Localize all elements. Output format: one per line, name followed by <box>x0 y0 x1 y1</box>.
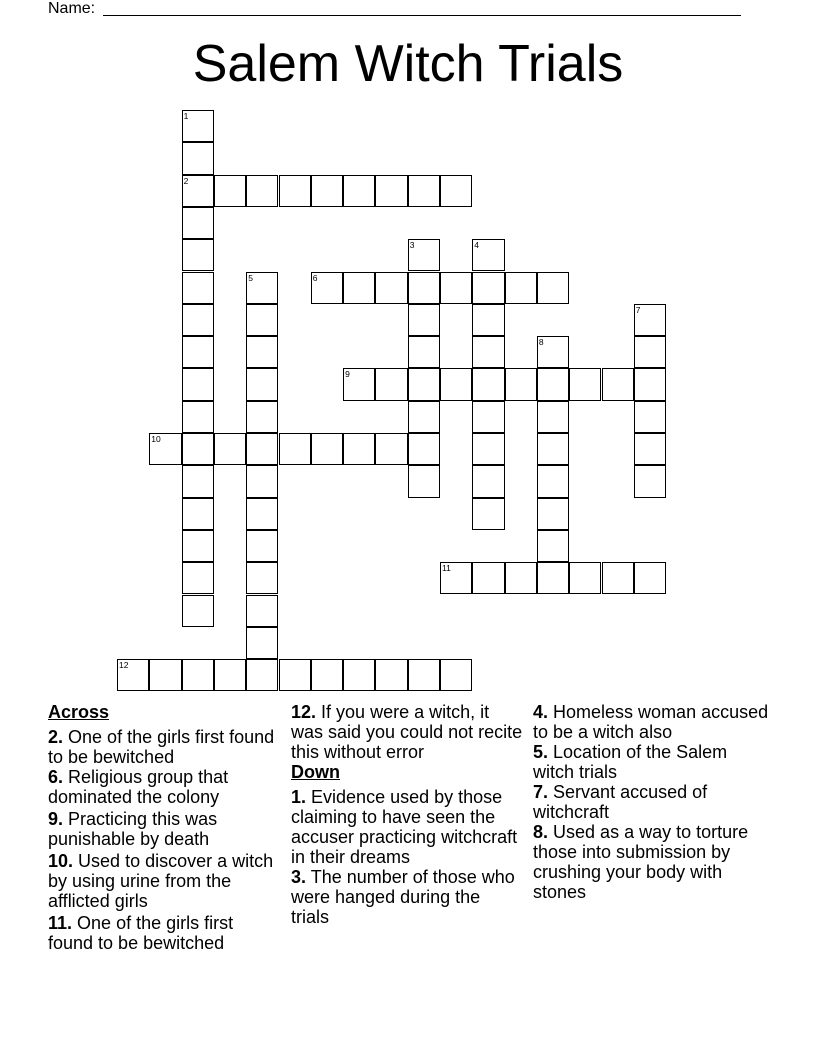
grid-cell[interactable] <box>246 595 278 627</box>
clue-number: 5 <box>248 272 253 283</box>
grid-cell[interactable] <box>472 498 504 530</box>
grid-cell[interactable] <box>602 562 634 594</box>
grid-cell[interactable] <box>505 562 537 594</box>
clue-number: 12 <box>119 660 129 671</box>
grid-cell[interactable] <box>440 175 472 207</box>
grid-cell[interactable] <box>505 368 537 400</box>
grid-cell[interactable] <box>537 272 569 304</box>
grid-cell[interactable] <box>246 336 278 368</box>
grid-cell[interactable] <box>408 659 440 691</box>
grid-cell[interactable] <box>602 368 634 400</box>
clue-down-5: 5. Location of the Salem witch trials <box>533 742 728 782</box>
grid-cell[interactable] <box>537 530 569 562</box>
grid-cell[interactable] <box>343 433 375 465</box>
grid-cell[interactable] <box>311 272 343 304</box>
grid-cell[interactable] <box>472 401 504 433</box>
grid-cell[interactable] <box>569 368 601 400</box>
clue-column-2 <box>291 702 523 927</box>
grid-cell[interactable] <box>343 368 375 400</box>
clue-number: 2 <box>183 175 189 186</box>
grid-cell[interactable] <box>408 304 440 336</box>
grid-cell[interactable] <box>182 142 214 174</box>
grid-cell[interactable] <box>246 272 278 304</box>
grid-cell[interactable] <box>343 175 375 207</box>
grid-cell[interactable] <box>440 659 472 691</box>
name-label: Name: <box>48 0 96 17</box>
grid-cell[interactable] <box>214 659 246 691</box>
clue-across-12: 12. If you were a witch, it was said you could not recite this without error <box>291 702 523 762</box>
grid-cell[interactable] <box>214 433 246 465</box>
clue-across-10: 10. Used to discover a witch by using urine from the afflicted girls <box>48 851 274 911</box>
grid-cell[interactable] <box>537 498 569 530</box>
grid-cell[interactable] <box>472 465 504 497</box>
clue-number: 8 <box>538 337 544 348</box>
clue-across-6: 6. Religious group that dominated the colony <box>48 767 229 807</box>
across-heading: Across <box>48 702 110 722</box>
grid-cell[interactable] <box>182 336 214 368</box>
grid-cell[interactable] <box>472 304 504 336</box>
grid-cell[interactable] <box>246 627 278 659</box>
grid-cell[interactable] <box>182 175 214 207</box>
grid-cell[interactable] <box>440 272 472 304</box>
grid-cell[interactable] <box>634 368 666 400</box>
grid-cell[interactable] <box>182 401 214 433</box>
grid-cell[interactable] <box>472 562 504 594</box>
grid-cell[interactable] <box>182 368 214 400</box>
grid-cell[interactable] <box>149 659 181 691</box>
clue-number: 7 <box>635 304 641 315</box>
grid-cell[interactable] <box>246 530 278 562</box>
grid-cell[interactable] <box>472 336 504 368</box>
clue-number: 3 <box>409 240 415 251</box>
grid-cell[interactable] <box>117 659 149 691</box>
grid-cell[interactable] <box>311 175 343 207</box>
grid-cell[interactable] <box>505 272 537 304</box>
clue-column-1 <box>48 702 283 953</box>
grid-cell[interactable] <box>182 595 214 627</box>
grid-cell[interactable] <box>375 272 407 304</box>
grid-cell[interactable] <box>408 433 440 465</box>
clue-down-7: 7. Servant accused of witchcraft <box>533 782 708 822</box>
grid-cell[interactable] <box>246 304 278 336</box>
clue-number: 10 <box>151 434 161 444</box>
grid-cell[interactable] <box>246 498 278 530</box>
grid-cell[interactable] <box>246 562 278 594</box>
grid-cell[interactable] <box>537 368 569 400</box>
grid-cell[interactable] <box>537 401 569 433</box>
clue-down-3: 3. The number of those who were hanged during the trials <box>291 867 515 927</box>
name-field[interactable] <box>48 0 95 18</box>
clue-across-2: 2. One of the girls first found to be bewitched <box>48 727 275 767</box>
grid-cell[interactable] <box>182 498 214 530</box>
grid-cell[interactable] <box>214 175 246 207</box>
name-underline <box>103 15 741 16</box>
grid-cell[interactable] <box>246 175 278 207</box>
grid-cell[interactable] <box>408 175 440 207</box>
down-heading: Down <box>291 762 340 782</box>
clue-number: 1 <box>183 111 189 121</box>
grid-cell[interactable] <box>634 465 666 497</box>
clue-down-4: 4. Homeless woman accused to be a witch also <box>533 702 769 742</box>
grid-cell[interactable] <box>246 465 278 497</box>
clue-number: 11 <box>442 563 451 574</box>
grid-cell[interactable] <box>408 465 440 497</box>
grid-cell[interactable] <box>182 465 214 497</box>
grid-cell[interactable] <box>246 368 278 400</box>
grid-cell[interactable] <box>149 433 181 465</box>
grid-cell[interactable] <box>472 368 504 400</box>
grid-cell[interactable] <box>408 272 440 304</box>
grid-cell[interactable] <box>375 175 407 207</box>
grid-cell[interactable] <box>311 433 343 465</box>
grid-cell[interactable] <box>634 304 666 336</box>
grid-cell[interactable] <box>182 239 214 271</box>
grid-cell[interactable] <box>408 401 440 433</box>
clue-column-3 <box>533 702 773 902</box>
clue-down-8: 8. Used as a way to torture those into submission by crushing your body with stones <box>533 822 749 902</box>
grid-cell[interactable] <box>246 433 278 465</box>
grid-cell[interactable] <box>634 401 666 433</box>
grid-cell[interactable] <box>408 336 440 368</box>
grid-cell[interactable] <box>408 239 440 271</box>
grid-cell[interactable] <box>537 562 569 594</box>
grid-cell[interactable] <box>182 433 214 465</box>
clue-down-1: 1. Evidence used by those claiming to have seen the accuser practicing witchcraft in their dreams <box>291 787 518 867</box>
grid-cell[interactable] <box>440 562 472 594</box>
grid-cell[interactable] <box>182 110 214 142</box>
page-title: Salem Witch Trials <box>192 35 624 93</box>
grid-cell[interactable] <box>343 272 375 304</box>
grid-cell[interactable] <box>375 433 407 465</box>
grid-cell[interactable] <box>634 336 666 368</box>
grid-cell[interactable] <box>634 562 666 594</box>
grid-cell[interactable] <box>472 433 504 465</box>
grid-cell[interactable] <box>537 433 569 465</box>
grid-cell[interactable] <box>537 465 569 497</box>
grid-cell[interactable] <box>182 659 214 691</box>
grid-cell[interactable] <box>182 207 214 239</box>
grid-cell[interactable] <box>182 272 214 304</box>
grid-cell[interactable] <box>246 659 278 691</box>
grid-cell[interactable] <box>440 368 472 400</box>
grid-cell[interactable] <box>408 368 440 400</box>
grid-cell[interactable] <box>182 562 214 594</box>
clue-across-9: 9. Practicing this was punishable by death <box>48 809 218 849</box>
grid-cell[interactable] <box>279 433 311 465</box>
clue-number: 4 <box>474 240 480 251</box>
grid-cell[interactable] <box>375 659 407 691</box>
grid-cell[interactable] <box>182 304 214 336</box>
clue-number: 9 <box>345 369 350 380</box>
grid-cell[interactable] <box>246 401 278 433</box>
grid-cell[interactable] <box>375 368 407 400</box>
grid-cell[interactable] <box>343 659 375 691</box>
grid-cell[interactable] <box>279 659 311 691</box>
grid-cell[interactable] <box>182 530 214 562</box>
grid-cell[interactable] <box>634 433 666 465</box>
grid-cell[interactable] <box>537 336 569 368</box>
clue-across-11: 11. One of the girls first found to be bewitched <box>48 913 234 953</box>
clue-number: 6 <box>312 272 318 283</box>
grid-cell[interactable] <box>472 239 504 271</box>
grid-cell[interactable] <box>472 272 504 304</box>
grid-cell[interactable] <box>569 562 601 594</box>
grid-cell[interactable] <box>311 659 343 691</box>
grid-cell[interactable] <box>279 175 311 207</box>
